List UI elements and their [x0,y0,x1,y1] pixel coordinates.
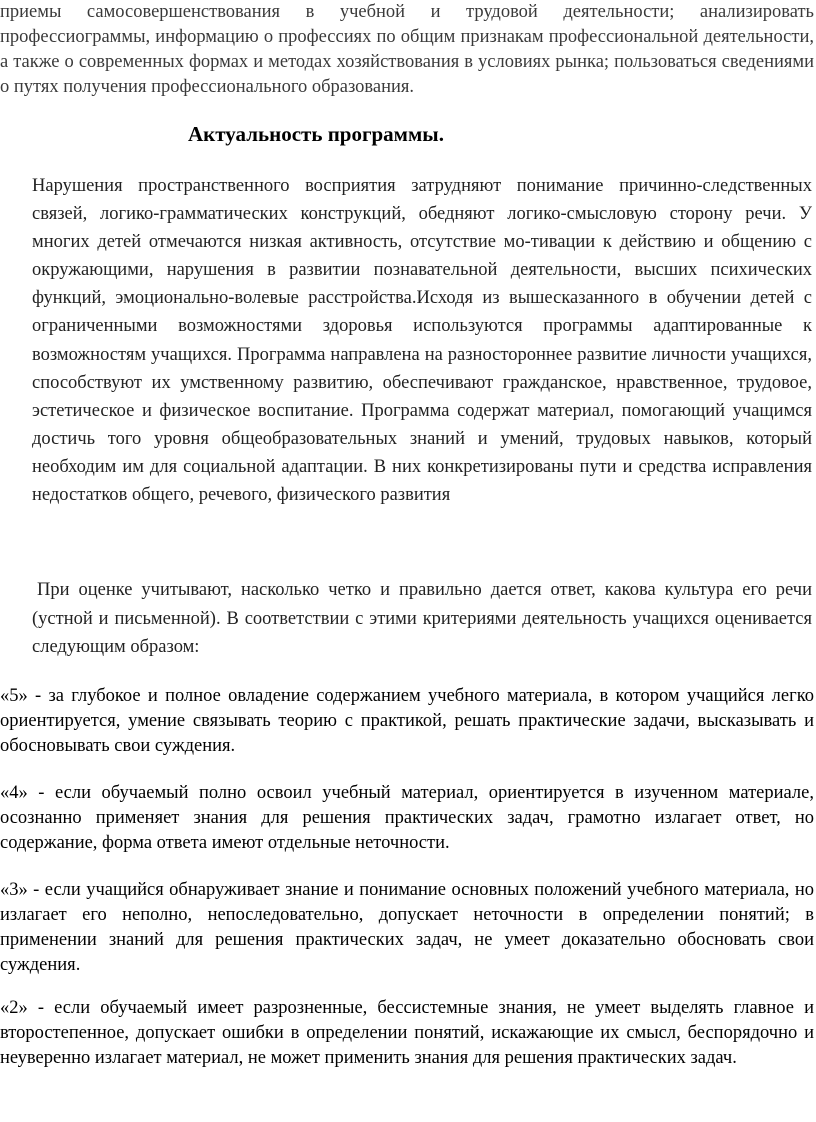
grade-2-mark: «2» [0,998,28,1018]
grade-5-mark: «5» [0,686,28,706]
relevance-paragraph: Нарушения пространственного восприятия затрудняют понимание причинно-следственных связей, логико-грамматических конструкций, обедняют логико-смысловую сторону речи. У многих детей отмечаются низкая активность, отсутствие мо-тивации к действию и общению с окружающими, нарушения в развитии познавательной деятельности, высших психических функций, эмоционально-волевые расстройства.Исходя из вышесказанного в обучении детей с ограниченными возможностями здоровья используются программы адаптированные к возможностям учащихся. Программа направлена на разностороннее развитие личности учащихся, способствуют их умственному развитию, обеспечивают гражданское, нравственное, трудовое, эстетическое и физическое воспитание. Программа содержат материал, помогающий учащимся достичь того уровня общеобразовательных знаний и умений, трудовых навыков, который необходим им для социальной адаптации. В них конкретизированы пути и средства исправления недостатков общего, речевого, физического развития [32,176,812,506]
intro-paragraph: приемы самосовершенствования в учебной и трудовой деятельности; анализировать профессиограммы, информацию о профессиях по общим признакам профессиональной деятельности, а также о современных формах и методах хозяйствования в условиях рынка; пользоваться сведениями о путях получения профессионального образования. [0,2,814,97]
grade-3-text: - если учащийся обнаруживает знание и понимание основных положений учебного материала, но излагает его неполно, непоследовательно, допускает неточности в определении понятий; в применении знаний для решения практических задач, не умеет доказательно обосновать свои суждения. [0,880,814,975]
grade-4-mark: «4» [0,783,28,803]
grade-4-criteria [0,781,814,856]
grade-2-text: - если обучаемый имеет разрозненные, бессистемные знания, не умеет выделять главное и второстепенное, допускает ошибки в определении понятий, искажающие их смысл, беспорядочно и неуверенно излагает материал, не может применить знания для решения практических задач. [0,998,814,1068]
grade-2-criteria [0,996,814,1071]
grade-5-text: - за глубокое и полное овладение содержанием учебного материала, в котором учащийся легко ориентируется, умение связывать теорию с практикой, решать практические задачи, высказывать и обосновывать свои суждения. [0,686,814,756]
grade-3-criteria [0,878,814,978]
grade-3-mark: «3» [0,880,28,900]
grade-5-criteria [0,684,814,759]
section-heading: Актуальность программы. [188,122,444,146]
grade-4-text: - если обучаемый полно освоил учебный материал, ориентируется в изученном материале, осознанно применяет знания для решения практических задач, грамотно излагает ответ, но содержание, форма ответа имеют отдельные неточности. [0,783,814,853]
assessment-intro-paragraph: При оценке учитывают, насколько четко и правильно дается ответ, какова культура его речи (устной и письменной). В соответствии с этими критериями деятельность учащихся оценивается следующим образом: [32,580,812,657]
